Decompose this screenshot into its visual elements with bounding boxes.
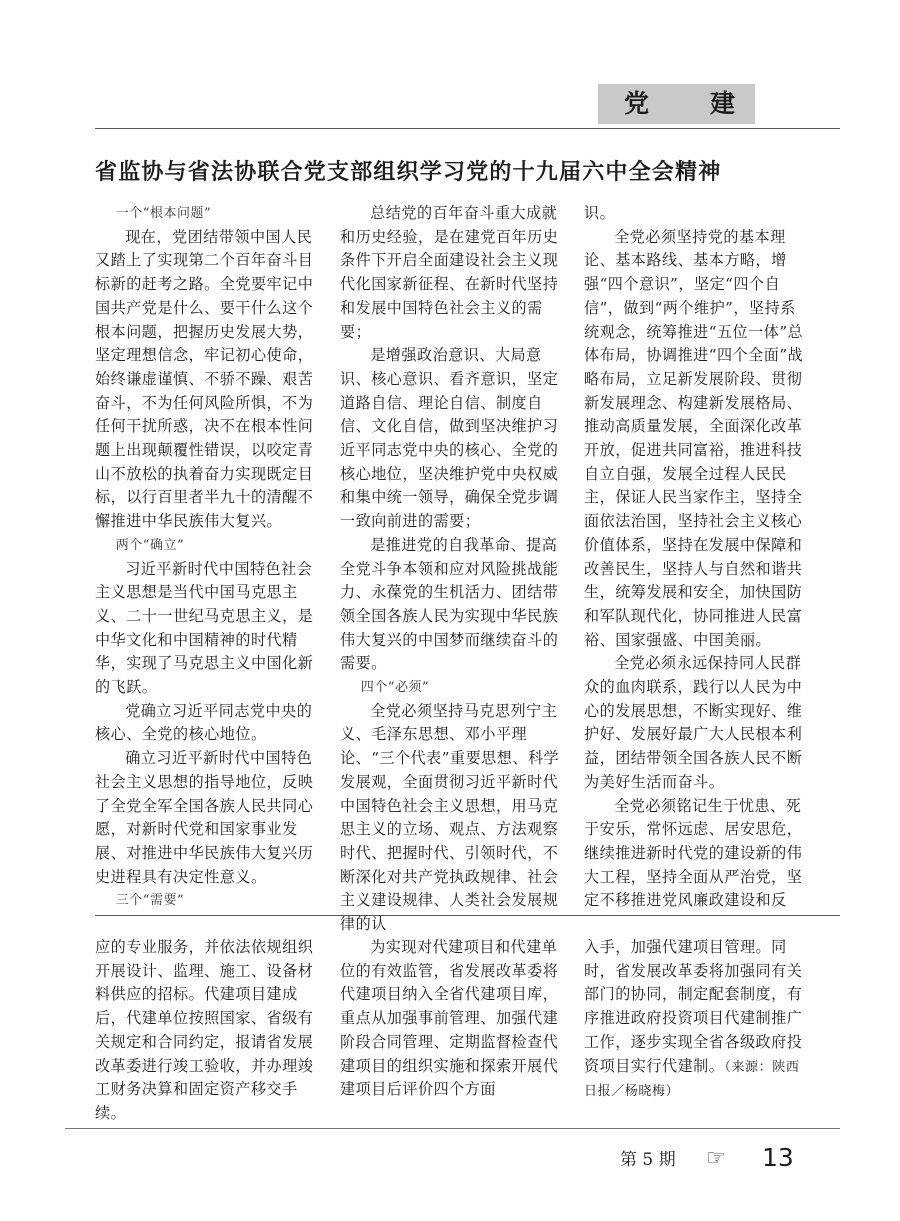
footer-rule (65, 1128, 840, 1129)
subheading: 一个“根本问题” (115, 206, 212, 221)
lower-column-right (584, 936, 810, 1104)
subheading: 四个“必须” (360, 680, 430, 696)
paragraph: 确立习近平新时代中国特色社会主义思想的指导地位，反映了全党全军全国各族人民共同心愿，对新时代党和国家事业发展、对推进中华民族伟大复兴历史进程具有决定性意义。 (95, 749, 314, 886)
text-column-middle (340, 202, 566, 937)
article-title: 省监协与省法协联合党支部组织学习党的十九届六中全会精神 (95, 159, 722, 185)
section-label-char-1: 党 (624, 89, 650, 118)
header-rule (95, 128, 840, 129)
section-tab (598, 84, 755, 124)
pointing-hand-icon: ☞ (706, 1146, 726, 1171)
paragraph: 为实现对代建项目和代建单位的有效监管，省发展改革委将代建项目纳入全省代建项目库，重点从加强事前管理、加强代建阶段合同管理、定期监督检查代建项目的组织实施和探索开展代建项目后评价四个方面 (340, 938, 559, 1099)
paragraph: 全党必须坚持党的基本理论、基本路线、基本方略，增强“四个意识”，坚定“四个自信”，做到“两个维护”，坚持系统观念，统筹推进“五位一体”总体布局，协调推进“四个全面”战略布局，立足新发展阶段、贯彻新发展理念、构建新发展格局、推动高质量发展，全面深化改革开放，促进共同富裕，推进科技自立自强，发展全过程人民民主，保证人民当家作主，坚持全面依法治国，坚持社会主义核心价值体系，坚持在发展中保障和改善民生，坚持人与自然和谐共生，统筹发展和安全，加快国防和军队现代化，协同推进人民富裕、国家强盛、中国美丽。 (584, 227, 804, 649)
paragraph: 全党必须铭记生于忧患、死于安乐，常怀远虑、居安思危，继续推进新时代党的建设新的伟大工程，坚持全面从严治党，坚定不移推进党风廉政建设和反 (584, 796, 803, 910)
subheading: 两个“确立” (115, 537, 185, 553)
paragraph: 总结党的百年奋斗重大成就和历史经验，是在建党百年历史条件下开启全面建设社会主义现代化国家新征程、在新时代坚持和发展中国特色社会主义的需要； (340, 204, 559, 341)
paragraph: 识。 (584, 204, 616, 222)
text-column-left (95, 202, 321, 913)
paragraph: 现在，党团结带领中国人民又踏上了实现第二个百年奋斗目标新的赶考之路。全党要牢记中国共产党是什么、要干什么这个根本问题，把握历史发展大势，坚定理想信念，牢记初心使命，始终谦虚谨慎、不骄不躁、艰苦奋斗，不为任何风险所惧，不为任何干扰所惑，决不在根本性问题上出现颠覆性错误，以咬定青山不放松的执着奋力实现既定目标，以行百里者半九十的清醒不懈推进中华民族伟大复兴。 (95, 227, 314, 531)
page-number: 13 (762, 1143, 794, 1172)
paragraph: 是推进党的自我革命、提高全党斗争本领和应对风险挑战能力、永葆党的生机活力、团结带领全国各族人民为实现中华民族伟大复兴的中国梦而继续奋斗的需要。 (340, 535, 559, 673)
paragraph: 应的专业服务，并依法依规组织开展设计、监理、施工、设备材料供应的招标。代建项目建成后，代建单位按照国家、省级有关规定和合同约定，报请省发展改革委进行竣工验收，并办理竣工财务决算和固定资产移交手续。 (95, 938, 314, 1122)
issue-number: 第 5 期 (620, 1150, 676, 1170)
lower-column-left (95, 936, 321, 1126)
paragraph: 是增强政治意识、大局意识、核心意识、看齐意识，坚定道路自信、理论自信、制度自信、文化自信，做到坚决维护习近平同志党中央的核心、全党的核心地位，坚决维护党中央权威和集中统一领导，确保全党步调一致向前进的需要； (340, 346, 559, 531)
paragraph: 入手，加强代建项目管理。同时，省发展改革委将加强同有关部门的协同，制定配套制度，有序推进政府投资项目代建制推广工作，逐步实现全省各级政府投资项目实行代建制。（来源：陕西日报／杨晓梅） (584, 938, 803, 1100)
paragraph: 全党必须永远保持同人民群众的血肉联系，践行以人民为中心的发展思想，不断实现好、维护好、发展好最广大人民根本利益，团结带领全国各族人民不断为美好生活而奋斗。 (584, 654, 803, 791)
subheading: 三个“需要” (115, 893, 185, 909)
section-divider (95, 915, 840, 916)
lower-column-middle (340, 936, 566, 1102)
section-label-char-2: 建 (710, 89, 736, 118)
source-note: （来源：陕西日报／杨晓梅） (584, 1059, 800, 1100)
text-column-right (584, 202, 810, 913)
paragraph: 党确立习近平同志党中央的核心、全党的核心地位。 (95, 701, 313, 744)
paragraph: 习近平新时代中国特色社会主义思想是当代中国马克思主义、二十一世纪马克思主义，是中华文化和中国精神的时代精华，实现了马克思主义中国化新的飞跃。 (95, 559, 314, 697)
paragraph: 全党必须坚持马克思列宁主义、毛泽东思想、邓小平理论、“三个代表”重要思想、科学发展观，全面贯彻习近平新时代中国特色社会主义思想，用马克思主义的立场、观点、方法观察时代、把握时代、引领时代，不断深化对共产党执政规律、社会主义建设规律、人类社会发展规律的认 (340, 701, 560, 934)
